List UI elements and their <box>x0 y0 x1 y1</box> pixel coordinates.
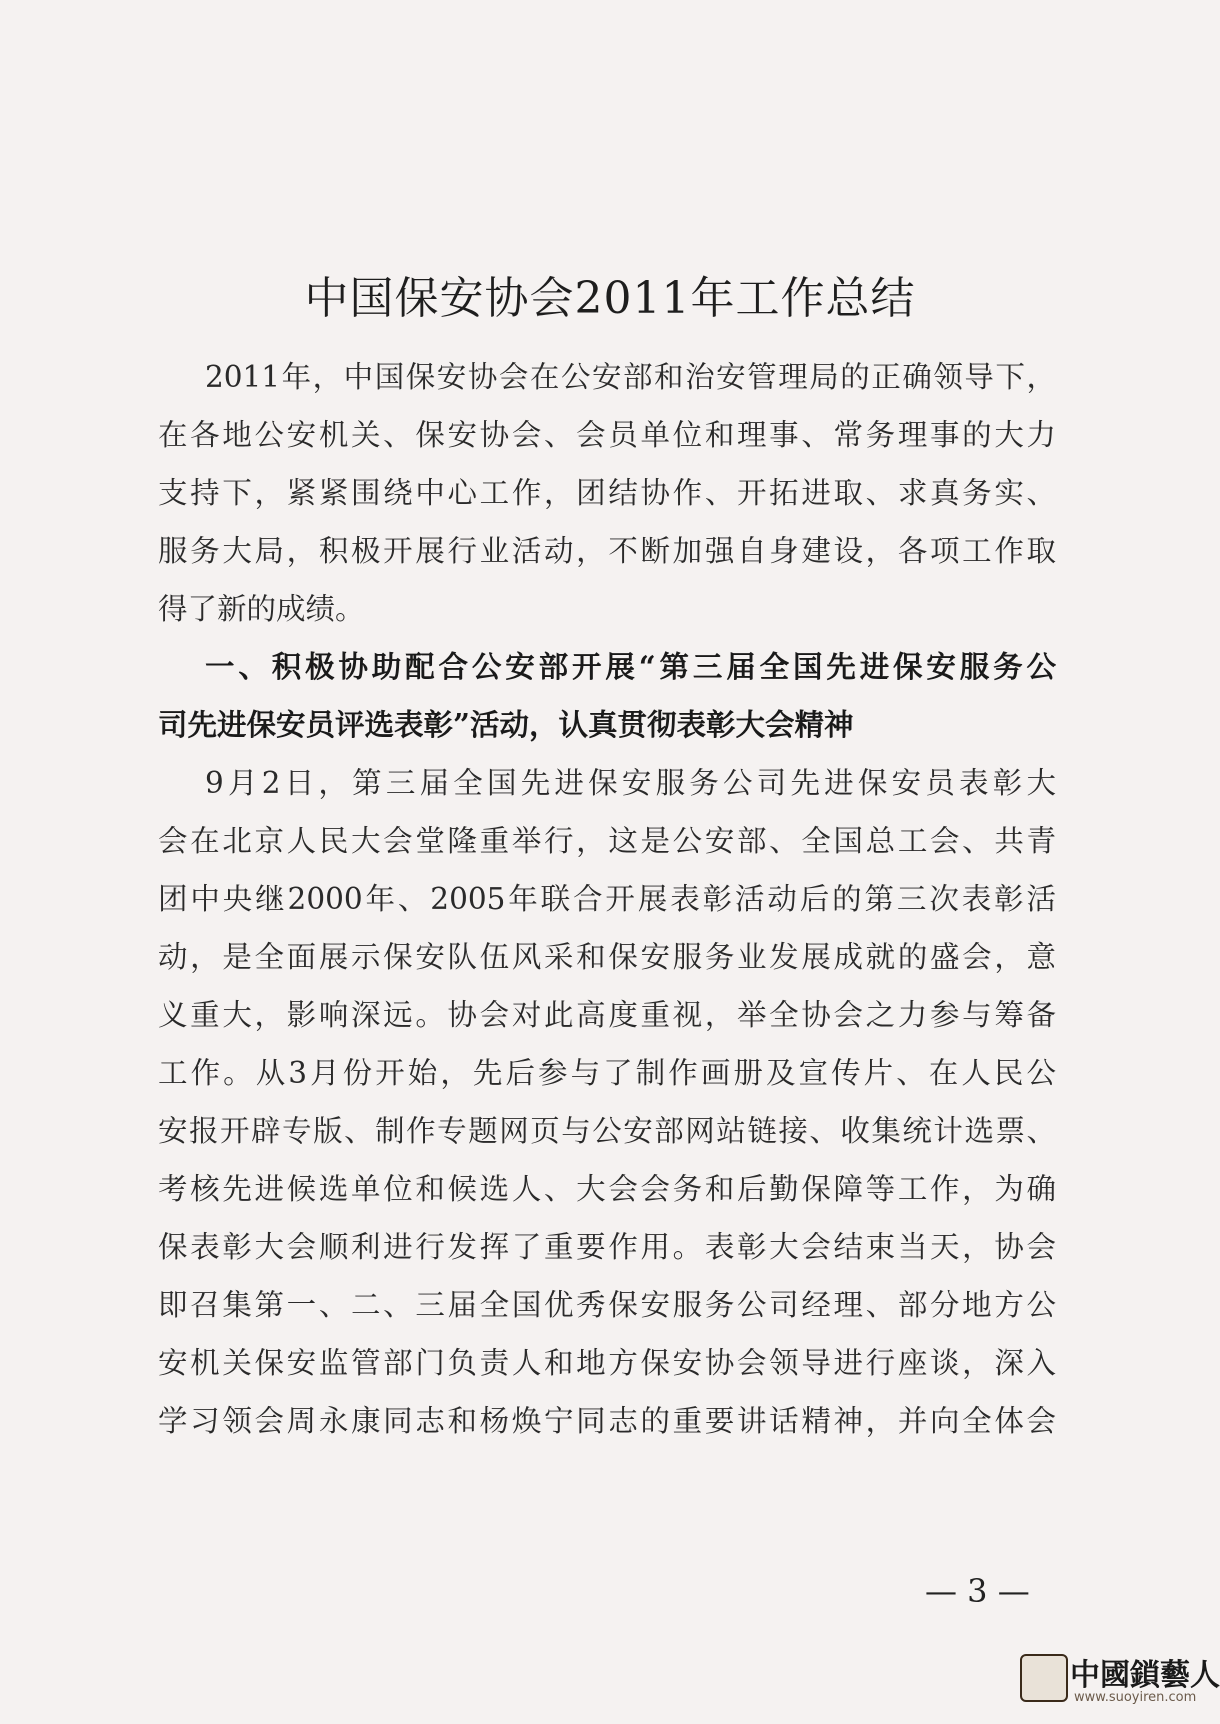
paragraph-line: 义重大，影响深远。协会对此高度重视，举全协会之力参与筹备 <box>158 998 1056 1032</box>
section-heading-line: 司先进保安员评选表彰”活动，认真贯彻表彰大会精神 <box>158 707 854 742</box>
paragraph-line: 支持下，紧紧围绕中心工作，团结协作、开拓进取、求真务实、 <box>158 476 1056 510</box>
paragraph-line: 团中央继2000年、2005年联合开展表彰活动后的第三次表彰活 <box>158 882 1056 916</box>
paragraph-line: 会在北京人民大会堂隆重举行，这是公安部、全国总工会、共青 <box>158 824 1056 858</box>
paragraph-line: 2011年，中国保安协会在公安部和治安管理局的正确领导下， <box>205 360 1056 394</box>
paragraph-line: 工作。从3月份开始，先后参与了制作画册及宣传片、在人民公 <box>158 1056 1056 1090</box>
page-number: — 3 — <box>925 1572 1030 1610</box>
watermark-url: www.suoyiren.com <box>1074 1690 1197 1705</box>
paragraph-line: 安机关保安监管部门负责人和地方保安协会领导进行座谈，深入 <box>158 1346 1056 1380</box>
paragraph-line: 安报开辟专版、制作专题网页与公安部网站链接、收集统计选票、 <box>158 1114 1056 1148</box>
watermark-logo <box>1020 1644 1220 1714</box>
paragraph-line: 动，是全面展示保安队伍风采和保安服务业发展成就的盛会，意 <box>158 940 1056 974</box>
lock-icon <box>1020 1654 1068 1702</box>
paragraph-line: 服务大局，积极开展行业活动，不断加强自身建设，各项工作取 <box>158 534 1056 568</box>
paragraph-line: 即召集第一、二、三届全国优秀保安服务公司经理、部分地方公 <box>158 1288 1056 1322</box>
paragraph-line: 保表彰大会顺利进行发挥了重要作用。表彰大会结束当天，协会 <box>158 1230 1056 1264</box>
watermark-brand: 中國鎖藝人 <box>1070 1658 1220 1693</box>
paragraph-line: 考核先进候选单位和候选人、大会会务和后勤保障等工作，为确 <box>158 1172 1056 1206</box>
paragraph-line: 得了新的成绩。 <box>158 592 365 626</box>
paragraph-line: 学习领会周永康同志和杨焕宁同志的重要讲话精神，并向全体会 <box>158 1404 1056 1438</box>
paragraph-line: 9月2日，第三届全国先进保安服务公司先进保安员表彰大 <box>205 766 1056 800</box>
section-heading-line: 一、积极协助配合公安部开展“第三届全国先进保安服务公 <box>205 649 1056 684</box>
paragraph-line: 在各地公安机关、保安协会、会员单位和理事、常务理事的大力 <box>158 418 1056 452</box>
document-title: 中国保安协会2011年工作总结 <box>304 273 916 324</box>
